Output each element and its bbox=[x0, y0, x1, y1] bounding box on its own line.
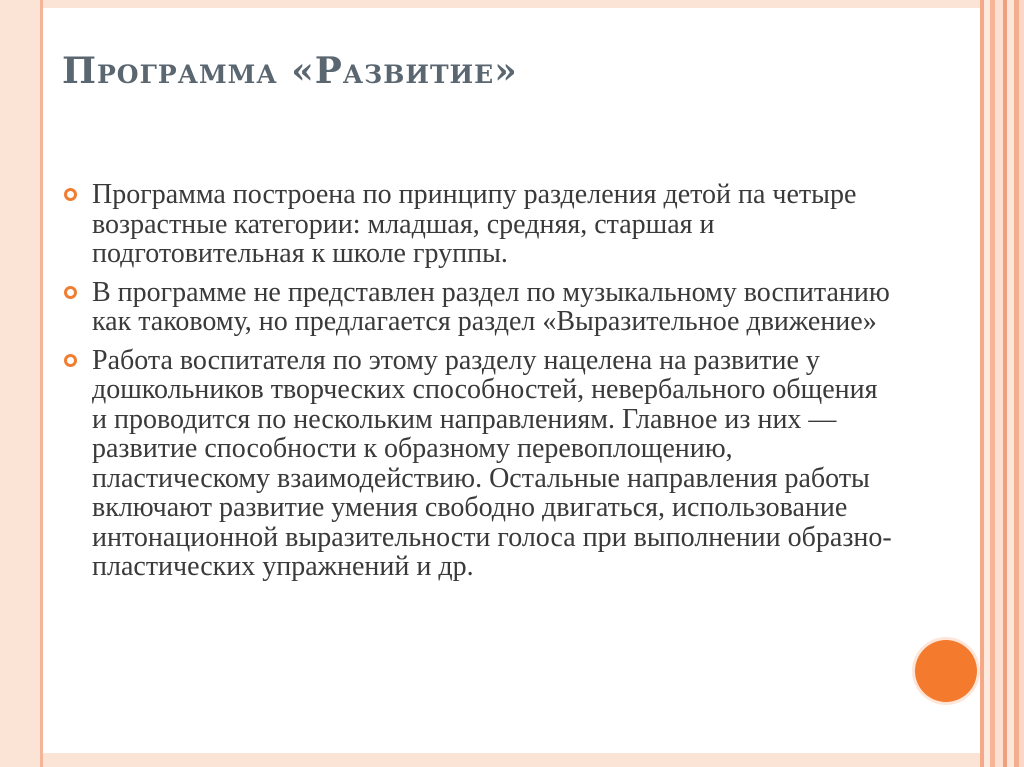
bullet-ring-icon bbox=[64, 354, 77, 367]
bullet-item bbox=[64, 346, 894, 582]
bullet-list bbox=[64, 180, 894, 591]
bullet-text: Работа воспитателя по этому разделу нацелена на развитие у дошкольников творческих способностей, невербального общения и проводится по нескольким направлениям. Главное из них — развитие способности к образному перевоплощению, пластическому взаимодействию. Остальные направления работы включают развитие умения свободно двигаться, использование интонационной выразительности голоса при выполнении образно-пластических упражнений и др. bbox=[92, 344, 892, 582]
frame-bottom-border bbox=[43, 753, 980, 767]
decorative-stripes bbox=[980, 0, 1024, 767]
slide-title: Программа «Развитие» bbox=[62, 50, 518, 92]
decorative-circle bbox=[915, 640, 977, 702]
frame-left-border bbox=[0, 0, 40, 767]
bullet-text: Программа построена по принципу разделения детой па четыре возрастные категории: младшая, средняя, старшая и подготовительная к школе группы. bbox=[92, 179, 857, 269]
bullet-ring-icon bbox=[64, 188, 77, 201]
bullet-ring-icon bbox=[64, 286, 77, 299]
frame-left-line bbox=[40, 0, 43, 767]
bullet-item bbox=[64, 278, 894, 337]
frame-top-border bbox=[43, 0, 980, 8]
bullet-text: В программе не представлен раздел по музыкальному воспитанию как таковому, но предлагается раздел «Выразительное движение» bbox=[92, 276, 890, 337]
bullet-item bbox=[64, 180, 894, 269]
